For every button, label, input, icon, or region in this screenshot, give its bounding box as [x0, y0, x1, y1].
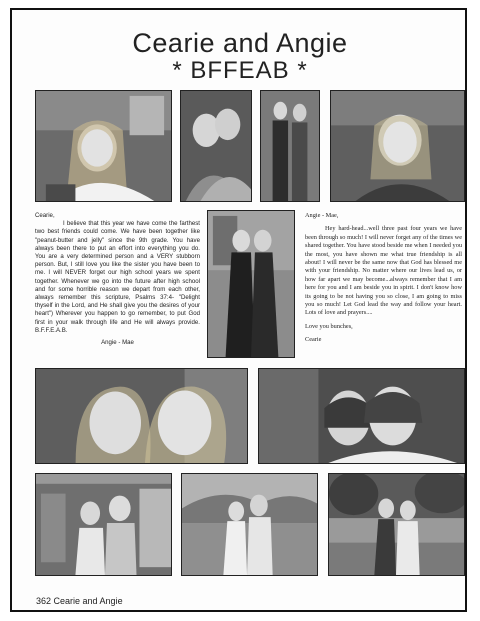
photo-center	[207, 210, 295, 358]
photo-top-3	[260, 90, 320, 202]
letter-left-greeting: Cearie,	[35, 212, 55, 219]
letter-to-cearie	[35, 212, 200, 347]
letter-left-body: I believe that this year we have come the farthest two best friends could come. We have been together like "peanut-butter and jelly" since the 9th grade. You have always been there to put an effort into everything you do. You are a very determined person and a VERY stubborn person. But, I still love you like the sister you have been to me. I will NEVER forget our high school years we spent together. Whenever we go into the future after high school and for some horrible reason we depart from each other, always remember this scripture, Psalms 37:4- "Delight thyself in the Lord, and He shall give you the desires of your heart") Wherever you happen to go remember, to put God first in your walk through life and He will always provide. B.F.F.E.A.B.	[35, 220, 200, 334]
page-subtitle: * BFFEAB *	[172, 57, 308, 84]
photo-top-4	[330, 90, 465, 202]
letter-right-signature: Cearie	[305, 336, 322, 344]
page-footer: 362 Cearie and Angie	[36, 596, 123, 606]
photo-mid-left	[35, 368, 248, 464]
letter-left-signature: Angie - Mae	[101, 339, 134, 347]
letter-to-angie	[305, 212, 462, 350]
page-title: Cearie and Angie	[132, 28, 348, 58]
photo-bottom-2	[181, 473, 318, 576]
photo-bottom-3	[328, 473, 465, 576]
letter-right-body: Hey hard-head...well three past four years we have been through so much! I will never forget any of the times we shared together. You have stood beside me when I needed you the most, you have shown me what true friendship is all about! I will never be the same now that God has blessed me with your friendship. No matter where our lives lead us, or how far apart we may become...always remember that I am here for you and I am beside you in spirit. I don't know how its going to be not having you so close, I am going to miss you so much! Let God lead the way and follow your heart. Lots of love and prayers....	[305, 225, 462, 317]
photo-top-2	[180, 90, 252, 202]
photo-mid-right	[258, 368, 465, 464]
letter-right-greeting: Angie - Mae,	[305, 212, 339, 219]
letter-right-closing: Love you bunches,	[305, 322, 353, 330]
photo-top-1	[35, 90, 172, 202]
photo-bottom-1	[35, 473, 172, 576]
